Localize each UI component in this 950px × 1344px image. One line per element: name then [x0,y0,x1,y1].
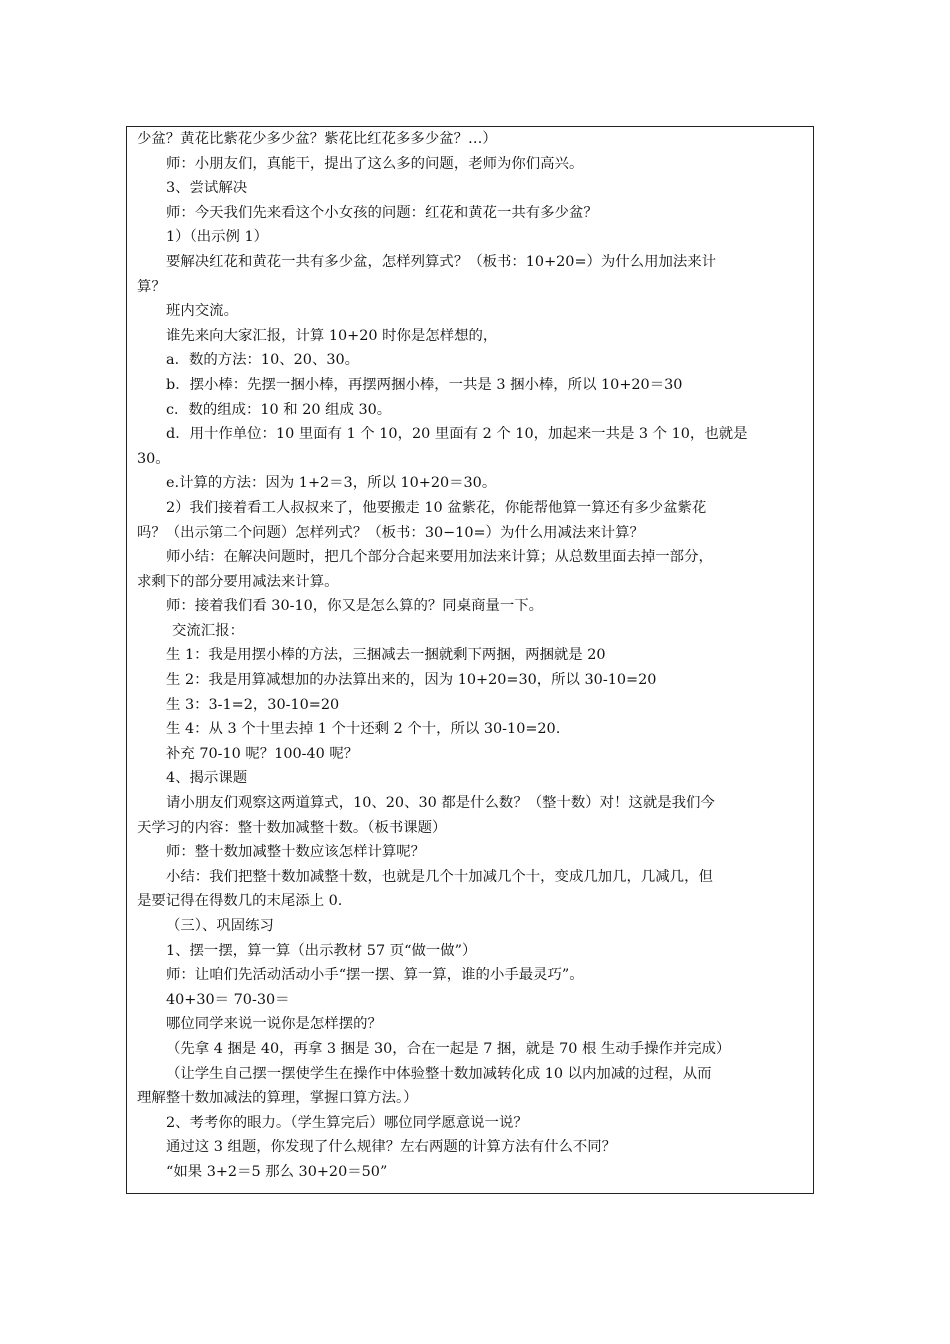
text-line: 生 4：从 3 个十里去掉 1 个十还剩 2 个十，所以 30-10=20. [166,721,561,738]
text-line: 2、考考你的眼力。（学生算完后）哪位同学愿意说一说？ [166,1114,528,1131]
text-line: 师小结：在解决问题时，把几个部分合起来要用加法来计算；从总数里面去掉一部分， [166,549,713,566]
section-heading: 4、揭示课题 [166,770,248,787]
text-line: 交流汇报： [172,622,244,639]
text-line: 补充 70-10 呢？100-40 呢？ [166,745,359,762]
text-line: e.计算的方法：因为 1+2＝3，所以 10+20＝30。 [166,475,497,492]
text-line: 请小朋友们观察这两道算式，10、20、30 都是什么数？（整十数）对！这就是我们今 [166,795,715,812]
text-line: 师：今天我们先来看这个小女孩的问题：红花和黄花一共有多少盆？ [166,204,598,221]
text-line: 要解决红花和黄花一共有多少盆，怎样列算式？（板书：10+20=）为什么用加法来计 [166,253,717,270]
text-line: 生 3：3-1=2，30-10=20 [166,696,340,713]
text-line: 理解整十数加减法的算理，掌握口算方法。） [137,1090,418,1107]
text-line: 师：整十数加减整十数应该怎样计算呢？ [166,844,426,861]
text-line: 求剩下的部分要用减法来计算。 [137,573,339,590]
text-line: （让学生自己摆一摆使学生在操作中体验整十数加减转化成 10 以内加减的过程，从而 [166,1065,712,1082]
text-line: （先拿 4 捆是 40，再拿 3 捆是 30，合在一起是 7 捆，就是 70 根 生动手操作并完成） [166,1040,731,1057]
text-line: 40+30＝ 70-30＝ [166,991,290,1008]
text-line: 师：小朋友们，真能干，提出了这么多的问题，老师为你们高兴。 [166,155,584,172]
text-line: “如果 3+2＝5 那么 30+20＝50” [166,1163,388,1180]
text-line: 30。 [137,450,170,467]
document-body [137,127,805,1185]
text-line: b．摆小棒：先摆一捆小棒，再摆两捆小棒，一共是 3 捆小棒，所以 10+20＝30 [166,376,683,393]
section-heading: （三）、巩固练习 [166,918,274,934]
text-line: c．数的组成：10 和 20 组成 30。 [166,401,392,418]
text-line: 天学习的内容：整十数加减整十数。（板书课题） [137,819,447,836]
section-heading: 3、尝试解决 [166,180,248,197]
text-line: a．数的方法：10、20、30。 [166,352,360,369]
text-line: 班内交流。 [166,303,238,320]
text-line: 生 1：我是用摆小棒的方法，三捆减去一捆就剩下两捆，两捆就是 20 [166,647,606,664]
text-line: 生 2：我是用算减想加的办法算出来的，因为 10+20=30，所以 30-10=20 [166,672,657,689]
text-line: 师：接着我们看 30-10，你又是怎么算的？同桌商量一下。 [166,598,544,615]
document-frame [126,126,814,1194]
text-line: 1、摆一摆，算一算（出示教材 57 页“做一做”） [166,942,477,959]
text-line: 少盆？黄花比紫花少多少盆？紫花比红花多多少盆？…） [137,131,497,147]
text-line: 算？ [137,278,166,295]
text-line: 师：让咱们先活动活动小手“摆一摆、算一算，谁的小手最灵巧”。 [166,967,584,984]
text-line: 是要记得在得数几的末尾添上 0. [137,893,343,910]
text-line: 2）我们接着看工人叔叔来了，他要搬走 10 盆紫花，你能帮他算一算还有多少盆紫花 [166,499,707,516]
text-line: 吗？（出示第二个问题）怎样列式？（板书：30−10=）为什么用减法来计算？ [137,524,644,541]
text-line: 哪位同学来说一说你是怎样摆的？ [166,1016,382,1033]
text-line: 谁先来向大家汇报，计算 10+20 时你是怎样想的， [166,327,498,344]
text-line: 通过这 3 组题，你发现了什么规律？左右两题的计算方法有什么不同？ [166,1139,617,1156]
text-line: 1）（出示例 1） [166,229,269,246]
text-line: 小结：我们把整十数加减整十数，也就是几个十加减几个十，变成几加几，几减几，但 [166,868,713,885]
text-line: d．用十作单位：10 里面有 1 个 10，20 里面有 2 个 10，加起来一共是 3 个 10，也就是 [166,426,748,443]
